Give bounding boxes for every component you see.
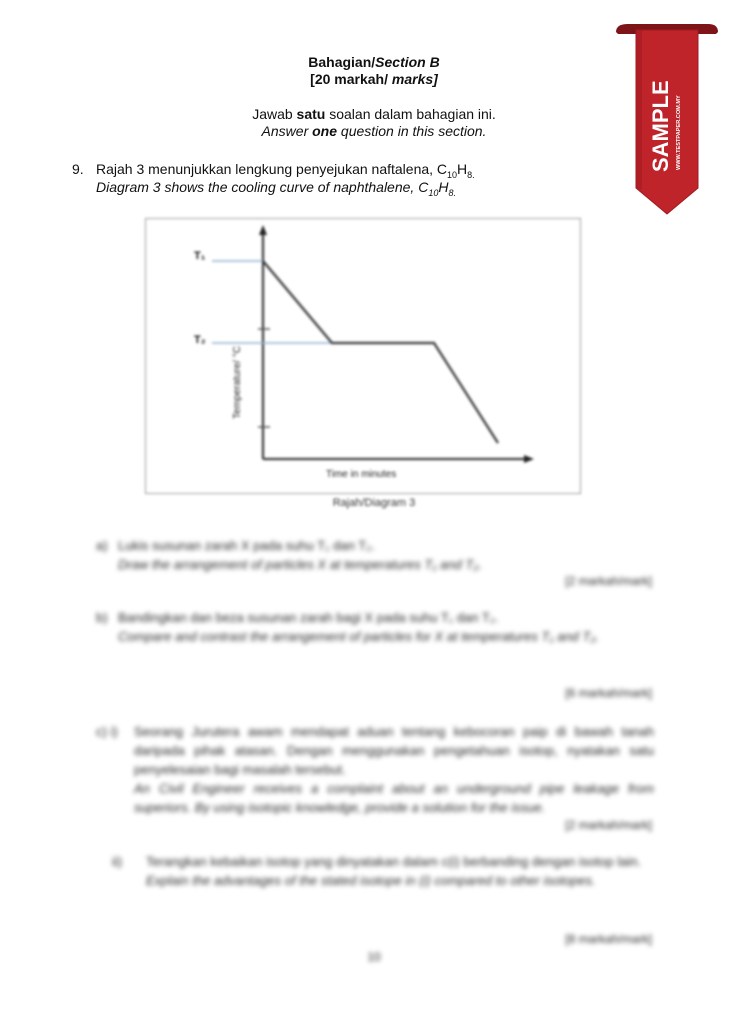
marks-label-en: marks] bbox=[391, 71, 438, 87]
part-a-text-ms: Lukis susunan zarah X pada suhu T₁ dan T₂. bbox=[118, 538, 375, 553]
part-c-ii-text-en: Explain the advantages of the stated isotope in (i) compared to other isotopes. bbox=[146, 873, 596, 888]
badge-text: SAMPLE bbox=[648, 80, 673, 172]
y-axis-title: Temperature/ °C bbox=[232, 346, 243, 419]
formula-sub-h: 8. bbox=[467, 169, 475, 180]
part-b-label: b) bbox=[96, 610, 108, 625]
instr-en-part1: Answer bbox=[261, 123, 313, 139]
formula-sub-c: 10 bbox=[447, 169, 458, 180]
part-b-marks: [6 markah/mark] bbox=[565, 686, 652, 700]
t2-label: T₂ bbox=[194, 334, 206, 346]
part-c-ii-text-ms: Terangkan kebaikan isotop yang dinyatakan dalam c(i) berbanding dengan isotop lain. bbox=[146, 854, 642, 869]
part-c-label bbox=[96, 722, 118, 741]
part-c-i-label: i) bbox=[110, 724, 118, 739]
t1-label: T₁ bbox=[194, 250, 206, 262]
sample-ribbon-label bbox=[636, 42, 698, 182]
part-c-i-text-en: An Civil Engineer receives a complaint about an underground pipe leakage from superiors. By using isotopic knowledge, provide a solution for the issue. bbox=[134, 781, 654, 815]
question-ms: Rajah 3 menunjukkan lengkung penyejukan naftalena, C bbox=[96, 161, 448, 177]
x-axis-title: Time in minutes bbox=[326, 469, 397, 480]
cooling-curve-line bbox=[263, 261, 498, 443]
formula-sub-h-en: 8. bbox=[448, 187, 456, 198]
instr-ms-part1: Jawab bbox=[252, 106, 297, 122]
part-a-text-en: Draw the arrangement of particles X at temperatures T₁ and T₂. bbox=[118, 557, 482, 572]
instr-ms-part2: soalan dalam bahagian ini. bbox=[325, 106, 496, 122]
y-axis-arrow bbox=[259, 225, 267, 235]
question-text-en bbox=[96, 178, 475, 196]
question-text-ms bbox=[96, 160, 475, 178]
badge-url: WWW.TESTPAPER.COM.MY bbox=[676, 95, 682, 170]
instr-en-part2: question in this section. bbox=[337, 123, 487, 139]
instr-en-bold: one bbox=[312, 123, 338, 139]
part-c-i-marks: [2 markah/mark] bbox=[565, 818, 652, 832]
formula-h: H bbox=[457, 161, 468, 177]
cooling-curve-chart bbox=[146, 219, 580, 493]
part-c-letter: c) bbox=[96, 724, 107, 739]
part-b-text-en: Compare and contrast the arrangement of particles for X at temperatures T₁ and T₂. bbox=[118, 629, 599, 644]
x-axis-arrow bbox=[524, 455, 534, 463]
section-label-ms: Bahagian/ bbox=[308, 54, 376, 70]
part-a-marks: [2 markah/mark] bbox=[565, 574, 652, 588]
part-c-ii-label: ii) bbox=[112, 854, 123, 869]
page-number: 10 bbox=[367, 950, 381, 964]
part-b-text-ms: Bandingkan dan beza susunan zarah bagi X pada suhu T₁ dan T₂. bbox=[118, 610, 499, 625]
figure-caption: Rajah/Diagram 3 bbox=[332, 497, 416, 509]
formula-h-en: H bbox=[438, 179, 449, 195]
part-c-i-text-ms: Seorang Jurutera awam mendapat aduan tentang kebocoran paip di bawah tanah daripada pihak atasan. Dengan menggunakan pengetahuan isotop, nyatakan satu penyelesaian bagi masalah tersebut. bbox=[134, 724, 654, 777]
formula-sub-c-en: 10 bbox=[428, 187, 439, 198]
question-number: 9. bbox=[72, 161, 84, 177]
marks-label-ms: [20 markah/ bbox=[310, 71, 392, 87]
part-a-label: a) bbox=[96, 538, 108, 553]
question-en: Diagram 3 shows the cooling curve of naphthalene, C bbox=[96, 179, 429, 195]
instr-ms-bold: satu bbox=[296, 106, 326, 122]
part-c-ii-marks: [8 markah/mark] bbox=[565, 932, 652, 946]
cooling-curve-figure bbox=[145, 218, 581, 494]
section-label-en: Section B bbox=[375, 54, 440, 70]
